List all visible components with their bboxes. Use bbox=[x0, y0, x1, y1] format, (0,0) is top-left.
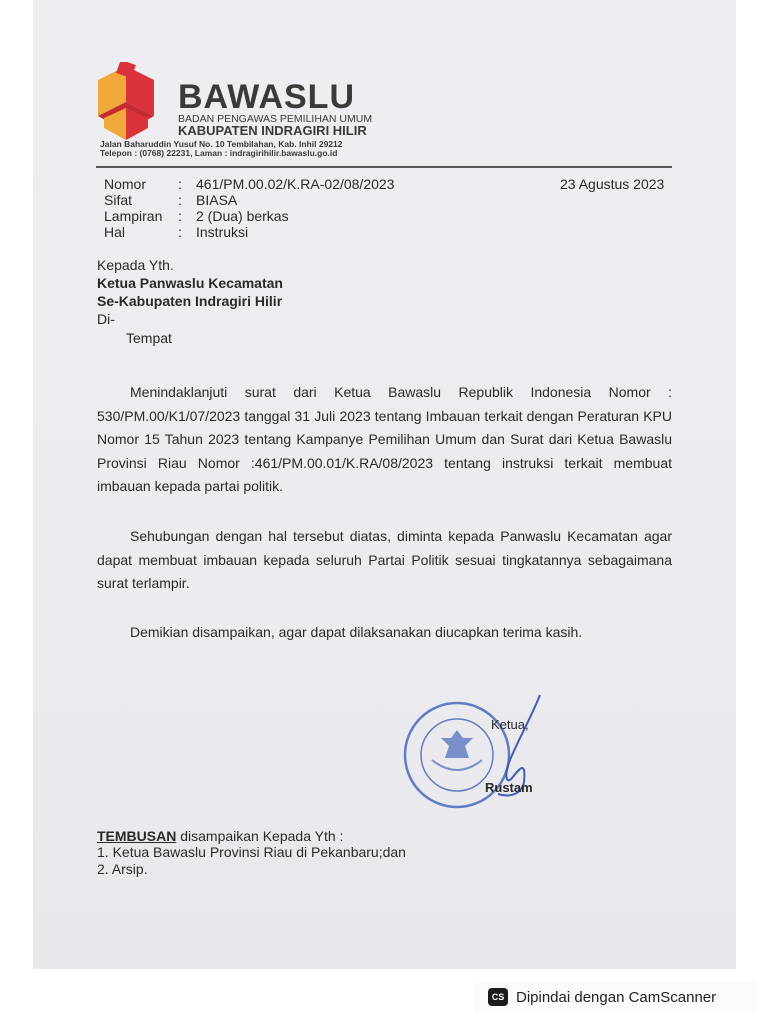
camscanner-watermark bbox=[474, 982, 756, 1012]
meta-key: Hal bbox=[104, 224, 126, 240]
meta-key: Nomor bbox=[104, 176, 147, 192]
signatory-title: Ketua, bbox=[491, 717, 529, 732]
letterhead-divider bbox=[96, 166, 672, 168]
body-paragraph: Menindaklanjuti surat dari Ketua Bawaslu Republik Indonesia Nomor : 530/PM.00/K1/07/2023 tanggal 31 Juli 2023 tentang Imbauan terkait dengan Peraturan KPU Nomor 15 Tahun 2023 tentang Kampanye Pemilihan Umum dan Surat dari Ketua Bawaslu Provinsi Riau Nomor :461/PM.00.01/K.RA/08/2023 tentang instruksi terkait membuat imbauan kepada partai politik. bbox=[97, 384, 672, 494]
cc-heading-label: TEMBUSAN bbox=[97, 828, 177, 844]
meta-sep: : bbox=[178, 224, 182, 240]
recipient-place: Tempat bbox=[126, 330, 172, 346]
cc-heading bbox=[97, 828, 343, 844]
meta-sep: : bbox=[178, 192, 182, 208]
body-paragraph: Sehubungan dengan hal tersebut diatas, diminta kepada Panwaslu Kecamatan agar dapat membuat imbauan kepada seluruh Partai Politik sesuai tingkatannya sebagaimana surat terlampir. bbox=[97, 528, 672, 591]
brand-subtitle: BADAN PENGAWAS PEMILIHAN UMUM bbox=[178, 113, 373, 125]
meta-key: Sifat bbox=[104, 192, 133, 208]
recipient-line: Di- bbox=[97, 311, 115, 327]
cc-item: 2. Arsip. bbox=[97, 861, 148, 877]
contact-line: Telepon : (0768) 22231, Laman : indragirihilir.bawaslu.go.id bbox=[100, 148, 338, 158]
meta-value: BIASA bbox=[196, 192, 238, 208]
meta-value: 461/PM.00.02/K.RA-02/08/2023 bbox=[196, 176, 395, 192]
camscanner-icon: CS bbox=[488, 988, 508, 1006]
body-paragraph: Demikian disampaikan, agar dapat dilaksanakan diucapkan terima kasih. bbox=[130, 624, 583, 640]
meta-sep: : bbox=[178, 208, 182, 224]
meta-key: Lampiran bbox=[104, 208, 163, 224]
bawaslu-logo-icon bbox=[96, 62, 168, 144]
signatory-name: Rustam bbox=[485, 780, 533, 795]
meta-value: 2 (Dua) berkas bbox=[196, 208, 289, 224]
brand-region: KABUPATEN INDRAGIRI HILIR bbox=[178, 123, 367, 138]
meta-value: Instruksi bbox=[196, 224, 249, 240]
letter-date: 23 Agustus 2023 bbox=[560, 176, 665, 192]
recipient-line: Se-Kabupaten Indragiri Hilir bbox=[97, 293, 283, 309]
cc-item: 1. Ketua Bawaslu Provinsi Riau di Pekanbaru;dan bbox=[97, 844, 406, 860]
address-line: Jalan Baharuddin Yusuf No. 10 Tembilahan, Kab. Inhil 29212 bbox=[100, 139, 343, 149]
cc-heading-rest: disampaikan Kepada Yth : bbox=[176, 828, 344, 844]
recipient-line: Ketua Panwaslu Kecamatan bbox=[97, 275, 283, 291]
recipient-greeting: Kepada Yth. bbox=[97, 257, 174, 273]
meta-sep: : bbox=[178, 176, 182, 192]
camscanner-label: Dipindai dengan CamScanner bbox=[516, 988, 717, 1006]
brand-name: BAWASLU bbox=[178, 78, 355, 116]
